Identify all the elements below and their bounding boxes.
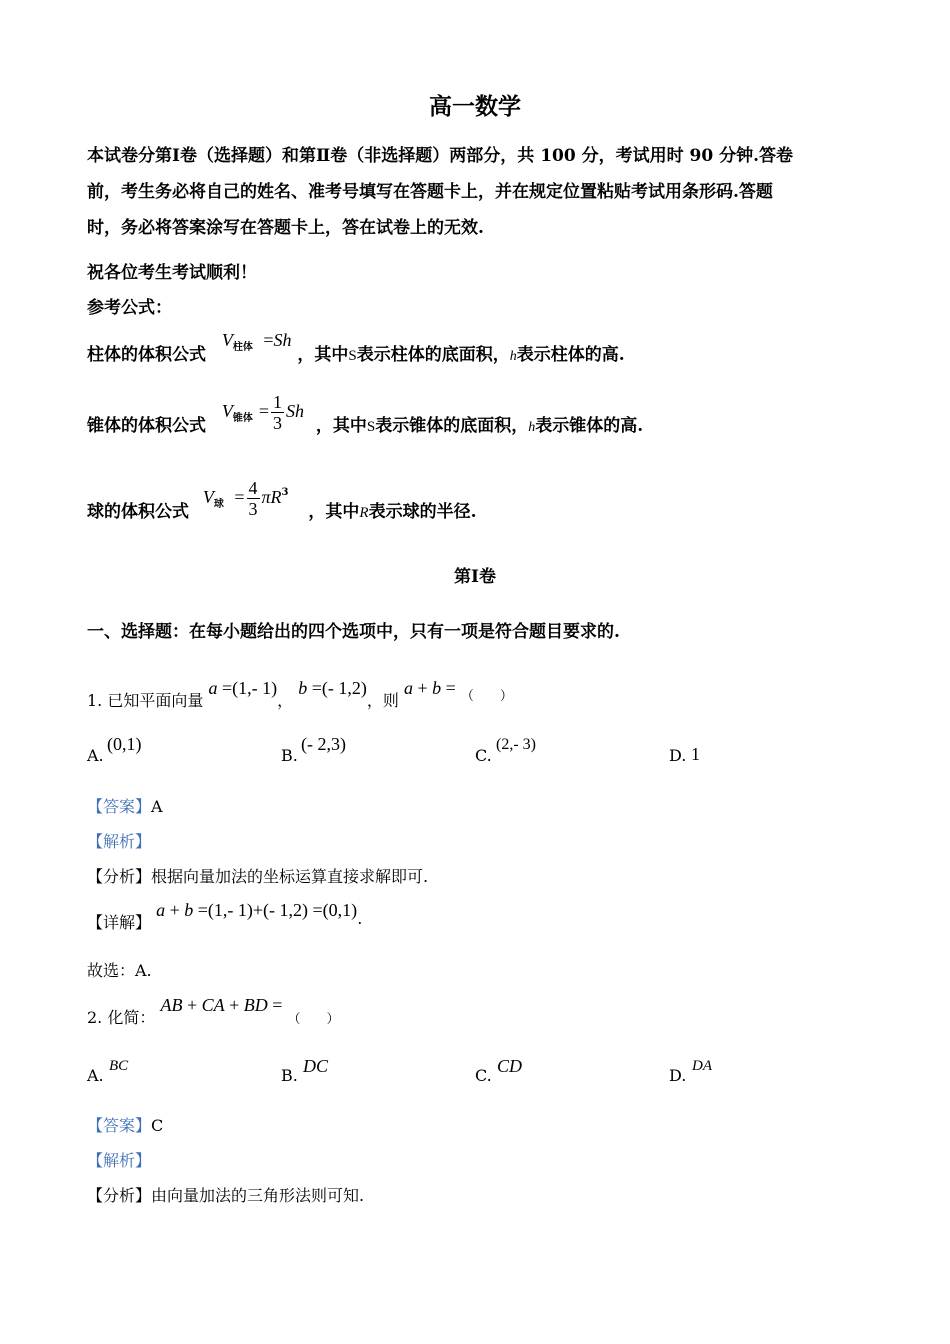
q2-expression: AB [160, 995, 183, 1015]
q2-analysis-tag: 【解析】 [87, 1151, 152, 1170]
q2-fenxi-tag: 【分析】 [87, 1186, 152, 1205]
page-title: 高一数学 [429, 93, 521, 120]
cone-text2: 表示锥体的底面积， [375, 416, 529, 436]
q1-stem-prefix: 1. 已知平面向量 [87, 691, 204, 710]
q2-option-a-letter: A. [87, 1066, 104, 1085]
intro-line-1: 本试卷分第Ⅰ卷（选择题）和第Ⅱ卷（非选择题）两部分，共 100 分，考试用时 90 分钟.答卷 [87, 146, 794, 166]
q1-options [87, 734, 887, 770]
q1-conclusion: 故选：A. [87, 961, 152, 980]
cone-formula-line: 锥体的体积公式 $V_{锥体}$ = $\frac{1}{3}$ Sh ，其中S表示锥体的底面积，h表示锥体的高. [87, 392, 644, 436]
q2-answer-value: C [151, 1116, 164, 1135]
sphere-formula: $V_球$ = $\frac{4}{3}$ $\pi R^3$ [202, 478, 289, 519]
q1-option-a-value: (0,1) [107, 734, 142, 754]
q2-answer-tag: 【答案】 [87, 1116, 152, 1135]
cone-label: 锥体的体积公式 [87, 416, 206, 436]
q1-answer-tag: 【答案】 [87, 797, 152, 816]
prism-text: ，其中 [297, 345, 349, 365]
q1-option-a-letter: A. [87, 746, 104, 765]
q2-stem: 2. 化简： AB + CA + BD = $_{( )}$ [87, 995, 340, 1027]
q1-fenxi-tag: 【分析】 [87, 867, 152, 886]
q1-analysis-tag: 【解析】 [87, 832, 152, 851]
q1-option-b-letter: B. [281, 746, 298, 765]
sphere-formula-line: 球的体积公式 $V_球$ = $\frac{4}{3}$ $\pi R^3$ ，其中R表示球的半径. [87, 478, 477, 522]
cone-text: ，其中 [315, 416, 367, 436]
q2-option-b-letter: B. [281, 1066, 298, 1085]
cone-formula: $V_{锥体}$ = $\frac{1}{3}$ Sh [221, 392, 304, 433]
q2-option-b-value: DC [303, 1056, 329, 1076]
q2-option-a-value: BC [109, 1058, 129, 1074]
prism-label: 柱体的体积公式 [87, 345, 206, 365]
q1-stem: 1. 已知平面向量 a =(1,- 1)， b =(- 1,2)，则 a + b = $_{( )}$ [87, 678, 513, 710]
cone-text3: 表示锥体的高. [535, 416, 644, 436]
q1-answer-value: A [151, 797, 163, 816]
prism-formula-line: 柱体的体积公式 $V_{柱体} =Sh$ ，其中S表示柱体的底面积，h表示柱体的高. [87, 330, 625, 365]
q1-detail-tag: 【详解】 [87, 913, 152, 932]
q1-option-c-value: (2,- 3) [496, 736, 536, 753]
q2-option-c-letter: C. [475, 1066, 492, 1085]
q1-fenxi [87, 864, 428, 887]
sphere-text: ，其中 [308, 502, 360, 522]
q1-detail: 【详解】 a + b =(1,- 1)+(- 1,2) =(0,1). [87, 900, 363, 932]
greeting: 祝各位考生考试顺利！ [87, 263, 257, 283]
q2-option-d-value: DA [692, 1058, 712, 1074]
prism-text3: 表示柱体的高. [516, 345, 625, 365]
prism-text2: 表示柱体的底面积， [356, 345, 510, 365]
part-heading: 一、选择题：在每小题给出的四个选项中，只有一项是符合题目要求的. [87, 622, 620, 642]
prism-sub: 柱体 [232, 342, 253, 353]
q2-answer [87, 1113, 163, 1136]
q2-option-c-value: CD [497, 1056, 523, 1076]
cone-sub: 锥体 [232, 413, 253, 424]
prism-formula: $V_{柱体} =Sh$ [221, 330, 292, 353]
section-title: 第Ⅰ卷 [454, 567, 496, 587]
q1-stem-mid: ，则 [366, 691, 399, 710]
q2-paren: （ ） [287, 1012, 340, 1027]
q1-option-c-letter: C. [475, 746, 492, 765]
sphere-sub: 球 [213, 499, 224, 510]
sphere-text2: 表示球的半径. [368, 502, 477, 522]
intro-paragraph [87, 138, 877, 246]
intro-line-3: 时，务必将答案涂写在答题卡上，答在试卷上的无效. [87, 218, 484, 238]
q2-options [87, 1054, 887, 1090]
q2-option-d-letter: D. [669, 1066, 687, 1085]
sphere-label: 球的体积公式 [87, 502, 189, 522]
formula-heading: 参考公式： [87, 298, 172, 318]
q1-option-d-value: 1 [691, 744, 700, 764]
intro-line-2: 前，考生务必将自己的姓名、准考号填写在答题卡上，并在规定位置粘贴考试用条形码.答题 [87, 182, 773, 202]
q1-fenxi-text: 根据向量加法的坐标运算直接求解即可. [151, 867, 429, 886]
q1-option-d-letter: D. [669, 746, 687, 765]
q1-answer [87, 794, 163, 817]
q1-paren: （ ） [460, 689, 513, 704]
q1-vector-a: a [208, 678, 218, 698]
q2-fenxi-text: 由向量加法的三角形法则可知. [151, 1186, 365, 1205]
q2-fenxi [87, 1183, 364, 1206]
q2-stem-prefix: 2. 化简： [87, 1008, 156, 1027]
q1-option-b-value: (- 2,3) [301, 734, 346, 754]
